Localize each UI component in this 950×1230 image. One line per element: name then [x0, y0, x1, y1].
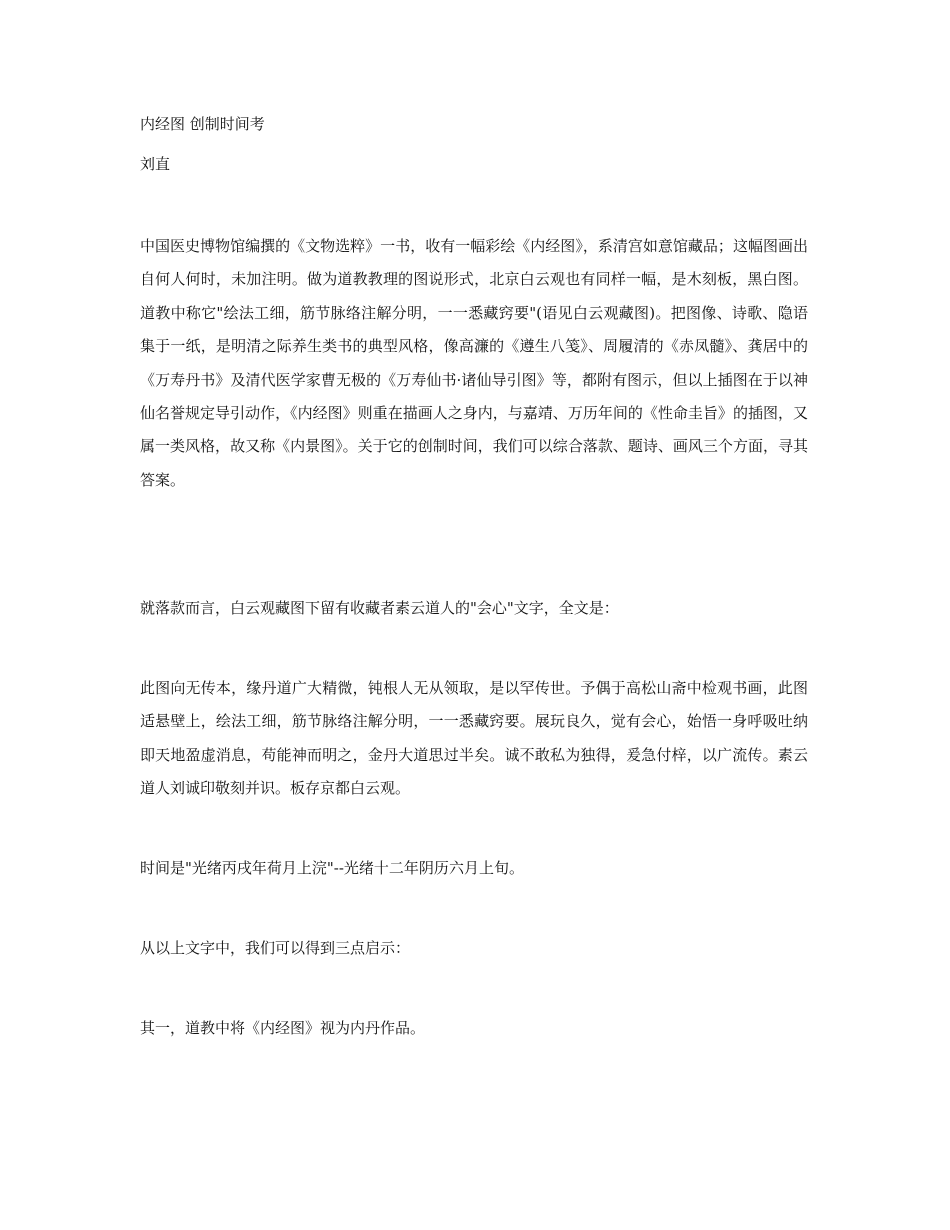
- document-title: 内经图 创制时间考: [140, 115, 265, 133]
- paragraph-inscription-quote: 此图向无传本，缘丹道广大精微，钝根人无从领取，是以罕传世。予偶于高松山斋中检观书画，此图适悬壁上，绘法工细，筋节脉络注解分明，一一悉藏窍要。展玩良久，觉有会心，始悟一身呼吸吐纳即天地盈虚消息，苟能神而明之，金丹大道思过半矣。诚不敢私为独得，爰急付梓，以广流传。素云道人刘诚印敬刻并识。板存京都白云观。: [140, 679, 808, 798]
- paragraph-intro: 中国医史博物馆编撰的《文物选粹》一书，收有一幅彩绘《内经图》，系清宫如意馆藏品；这幅图画出自何人何时，未加注明。做为道教教理的图说形式，北京白云观也有同样一幅，是木刻板，黑白图。道教中称它"绘法工细，筋节脉络注解分明，一一悉藏窍要"(语见白云观藏图)。把图像、诗歌、隐语集于一纸，是明清之际养生类书的典型风格，像高濂的《遵生八笺》、周履清的《赤凤髓》、龚居中的《万寿丹书》及清代医学家曹无极的《万寿仙书·诸仙导引图》等，都附有图示，但以上插图在于以神仙名誉规定导引动作，《内经图》则重在描画人之身内，与嘉靖、万历年间的《性命圭旨》的插图，又属一类风格，故又称《内景图》。关于它的创制时间，我们可以综合落款、题诗、画风三个方面，寻其答案。: [140, 237, 808, 489]
- paragraph-inscription-lead: 就落款而言，白云观藏图下留有收藏者素云道人的"会心"文字，全文是：: [140, 599, 619, 617]
- paragraph-insights-lead: 从以上文字中，我们可以得到三点启示：: [140, 939, 411, 957]
- document-author: 刘直: [140, 155, 171, 173]
- paragraph-insight-one: 其一，道教中将《内经图》视为内丹作品。: [140, 1019, 426, 1037]
- paragraph-date: 时间是"光绪丙戌年荷月上浣"--光绪十二年阴历六月上旬。: [140, 859, 524, 877]
